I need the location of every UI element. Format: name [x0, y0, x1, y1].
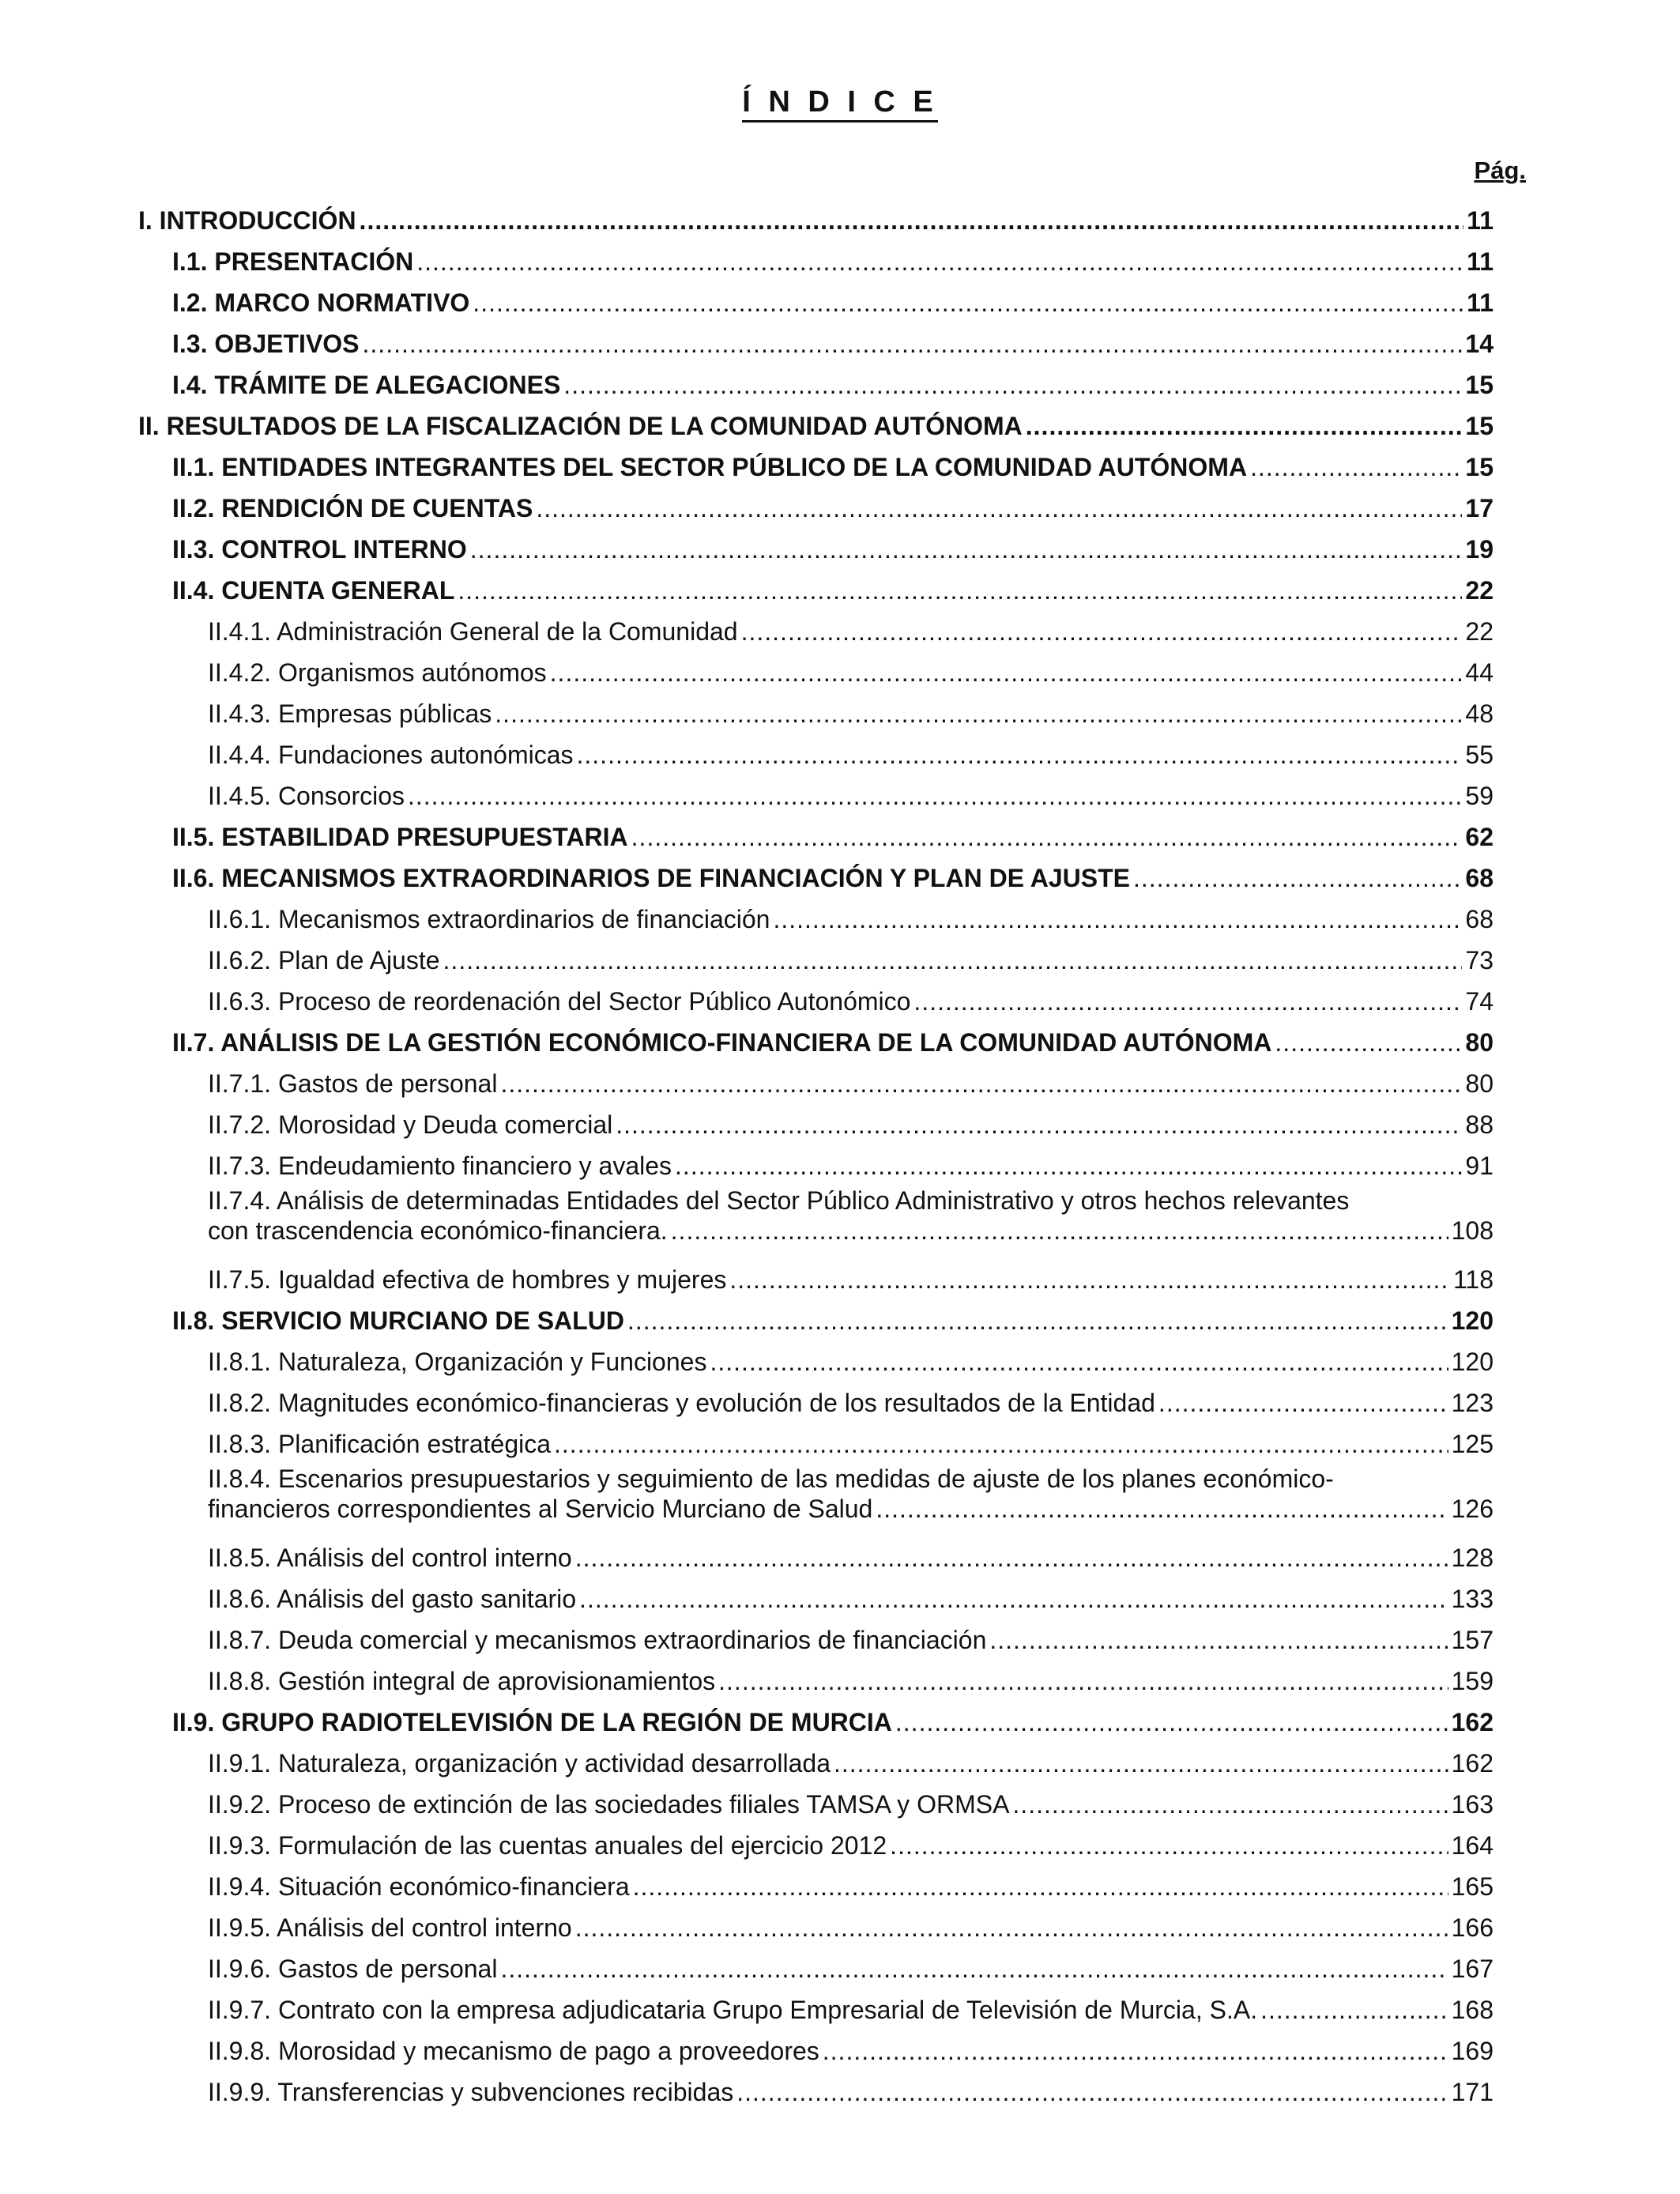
toc-entry-page-number: 125 — [1451, 1430, 1494, 1458]
toc-entry-page-number: 55 — [1465, 741, 1494, 769]
toc-entry[interactable] — [208, 939, 1494, 980]
toc-entry[interactable] — [208, 1536, 1494, 1578]
toc-entry[interactable] — [172, 1021, 1494, 1062]
toc-entry-page-number: 166 — [1451, 1913, 1494, 1942]
toc-dot-leader — [773, 904, 1462, 934]
toc-entry-page-number: 68 — [1465, 905, 1494, 933]
toc-entry-label: II.9.2. Proceso de extinción de las sociedades filiales TAMSA y ORMSA — [208, 1790, 1010, 1819]
toc-entry[interactable] — [208, 2030, 1494, 2071]
toc-entry-label: II.8. SERVICIO MURCIANO DE SALUD — [172, 1306, 624, 1335]
toc-entry[interactable] — [172, 816, 1494, 857]
toc-dot-leader — [876, 1494, 1448, 1524]
toc-entry-page-number: 15 — [1465, 412, 1494, 440]
toc-entry-label: II.1. ENTIDADES INTEGRANTES DEL SECTOR PÚBLICO DE LA COMUNIDAD AUTÓNOMA — [172, 453, 1248, 481]
toc-entry-page-number: 73 — [1465, 946, 1494, 974]
toc-entry[interactable] — [172, 240, 1494, 281]
toc-dot-leader — [1133, 863, 1462, 893]
toc-entry-label: II.9.1. Naturaleza, organización y actividad desarrollada — [208, 1749, 831, 1777]
toc-entry-page-number: 11 — [1467, 247, 1494, 276]
toc-entry-page-number: 162 — [1451, 1749, 1494, 1777]
toc-dot-leader — [627, 1306, 1448, 1336]
toc-entry-label: II.4.4. Fundaciones autonómicas — [208, 741, 574, 769]
toc-dot-leader — [495, 699, 1462, 729]
toc-entry-page-number: 167 — [1451, 1955, 1494, 1983]
toc-dot-leader — [1012, 1789, 1448, 1819]
toc-dot-leader — [363, 329, 1463, 359]
toc-entry[interactable] — [208, 775, 1494, 816]
toc-entry-page-number: 171 — [1451, 2078, 1494, 2106]
toc-entry[interactable] — [172, 857, 1494, 898]
toc-entry-label: II.8.5. Análisis del control interno — [208, 1544, 572, 1572]
toc-entry-page-number: 15 — [1465, 453, 1494, 481]
toc-entry-label: II.6.1. Mecanismos extraordinarios de financiación — [208, 905, 770, 933]
toc-dot-leader — [823, 2036, 1448, 2066]
toc-entry[interactable] — [208, 1103, 1494, 1144]
toc-dot-leader — [675, 1151, 1462, 1181]
toc-entry-label: I.4. TRÁMITE DE ALEGACIONES — [172, 371, 561, 399]
toc-entry[interactable] — [208, 692, 1494, 733]
toc-entry-page-number: 168 — [1451, 1996, 1494, 2024]
toc-entry[interactable] — [208, 1865, 1494, 1906]
toc-entry[interactable] — [172, 528, 1494, 569]
toc-entry-label: financieros correspondientes al Servicio Murciano de Salud — [208, 1495, 873, 1523]
toc-entry-label: II.9.4. Situación económico-financiera — [208, 1872, 630, 1901]
toc-entry-page-number: 48 — [1465, 699, 1494, 728]
toc-entry-label: II.8.4. Escenarios presupuestarios y seguimiento de las medidas de ajuste de los planes económico- — [208, 1465, 1334, 1493]
toc-entry-page-number: 118 — [1452, 1265, 1494, 1294]
toc-entry-label: I.1. PRESENTACIÓN — [172, 247, 414, 276]
toc-dot-leader — [563, 370, 1462, 400]
toc-entry-page-number: 74 — [1465, 987, 1494, 1016]
toc-dot-leader — [729, 1265, 1450, 1295]
toc-dot-leader — [736, 2077, 1448, 2107]
toc-entry-page-number: 165 — [1451, 1872, 1494, 1901]
toc-dot-leader — [718, 1666, 1448, 1696]
toc-entry-label: I.2. MARCO NORMATIVO — [172, 288, 470, 317]
toc-dot-leader — [1260, 1995, 1448, 2025]
toc-entry-page-number: 108 — [1451, 1216, 1494, 1245]
toc-entry[interactable] — [172, 364, 1494, 405]
toc-entry-page-number: 68 — [1465, 864, 1494, 892]
toc-entry-label: II.7.4. Análisis de determinadas Entidades del Sector Público Administrativo y otros hechos relevantes — [208, 1186, 1350, 1215]
toc-entry[interactable] — [172, 569, 1494, 610]
toc-dot-leader — [575, 1543, 1448, 1573]
toc-entry-label: II.2. RENDICIÓN DE CUENTAS — [172, 494, 533, 522]
toc-entry-page-number: 11 — [1467, 206, 1494, 235]
toc-entry[interactable] — [208, 651, 1494, 692]
toc-entry-label: II.8.8. Gestión integral de aprovisionamientos — [208, 1667, 716, 1695]
toc-entry-label: II.3. CONTROL INTERNO — [172, 535, 467, 564]
toc-entry-page-number: 157 — [1451, 1626, 1494, 1654]
toc-entry[interactable] — [208, 733, 1494, 775]
toc-entry-page-number: 133 — [1451, 1585, 1494, 1613]
toc-entry-label: II.4.3. Empresas públicas — [208, 699, 492, 728]
toc-entry-label: II.7. ANÁLISIS DE LA GESTIÓN ECONÓMICO-FINANCIERA DE LA COMUNIDAD AUTÓNOMA — [172, 1028, 1272, 1057]
page-column-header: Pág. — [1474, 156, 1526, 184]
toc-entry-label: II.9.5. Análisis del control interno — [208, 1913, 572, 1942]
toc-entry-label: II.9.7. Contrato con la empresa adjudicataria Grupo Empresarial de Televisión de Murcia, S.A. — [208, 1996, 1258, 2024]
toc-entry-label: II.7.3. Endeudamiento financiero y avales — [208, 1152, 672, 1180]
toc-entry-page-number: 22 — [1465, 576, 1494, 605]
toc-dot-leader — [671, 1216, 1448, 1246]
toc-dot-leader — [1275, 1027, 1462, 1057]
toc-dot-leader — [895, 1707, 1448, 1737]
toc-entry[interactable] — [172, 1299, 1494, 1340]
toc-entry[interactable] — [208, 1578, 1494, 1619]
toc-dot-leader — [913, 986, 1462, 1016]
toc-entry-label: II.5. ESTABILIDAD PRESUPUESTARIA — [172, 823, 628, 851]
toc-entry-continuation — [208, 1494, 1494, 1524]
toc-entry[interactable] — [172, 281, 1494, 322]
toc-entry-label: II.8.2. Magnitudes económico-financieras y evolución de los resultados de la Entidad — [208, 1389, 1155, 1417]
toc-entry-page-number: 11 — [1467, 288, 1494, 317]
toc-entry-page-number: 44 — [1465, 658, 1494, 687]
table-of-contents — [0, 199, 1680, 2112]
toc-entry[interactable] — [208, 1783, 1494, 1824]
toc-entry[interactable] — [172, 446, 1494, 487]
toc-entry-page-number: 164 — [1451, 1831, 1494, 1860]
toc-entry[interactable] — [138, 405, 1494, 446]
toc-entry-label: II.8.6. Análisis del gasto sanitario — [208, 1585, 577, 1613]
toc-entry-label: I. INTRODUCCIÓN — [138, 206, 356, 235]
toc-entry[interactable] — [208, 1144, 1494, 1186]
toc-entry-label: II.7.2. Morosidad y Deuda comercial — [208, 1110, 613, 1139]
index-title-text: Í N D I C E — [742, 85, 938, 123]
toc-entry[interactable] — [208, 1742, 1494, 1783]
toc-dot-leader — [416, 247, 1463, 277]
toc-entry-label: I.3. OBJETIVOS — [172, 330, 360, 358]
toc-entry[interactable] — [208, 2071, 1494, 2112]
toc-dot-leader — [550, 658, 1463, 688]
toc-dot-leader — [500, 1069, 1462, 1099]
toc-entry-label: II.8.1. Naturaleza, Organización y Funciones — [208, 1348, 707, 1376]
toc-entry[interactable] — [208, 1619, 1494, 1660]
toc-entry[interactable] — [208, 1989, 1494, 2030]
toc-entry[interactable] — [208, 1824, 1494, 1865]
toc-dot-leader — [710, 1347, 1448, 1377]
toc-entry[interactable] — [208, 1340, 1494, 1382]
toc-dot-leader — [579, 1584, 1448, 1614]
toc-dot-leader — [1158, 1388, 1448, 1418]
toc-entry-page-number: 80 — [1465, 1028, 1494, 1057]
toc-entry[interactable] — [208, 1906, 1494, 1947]
toc-entry[interactable] — [208, 1382, 1494, 1423]
toc-entry-page-number: 59 — [1465, 782, 1494, 810]
toc-dot-leader — [616, 1110, 1462, 1140]
toc-entry-page-number: 123 — [1451, 1389, 1494, 1417]
toc-dot-leader — [1026, 411, 1463, 441]
toc-dot-leader — [741, 616, 1463, 647]
toc-entry-label: II.9.6. Gastos de personal — [208, 1955, 498, 1983]
toc-entry-label: II. RESULTADOS DE LA FISCALIZACIÓN DE LA COMUNIDAD AUTÓNOMA — [138, 412, 1023, 440]
toc-entry-page-number: 126 — [1451, 1495, 1494, 1523]
toc-entry-page-number: 15 — [1465, 371, 1494, 399]
toc-dot-leader — [577, 740, 1463, 770]
toc-entry-page-number: 159 — [1451, 1667, 1494, 1695]
toc-entry-label: II.8.7. Deuda comercial y mecanismos extraordinarios de financiación — [208, 1626, 987, 1654]
toc-entry-label: II.9.8. Morosidad y mecanismo de pago a proveedores — [208, 2037, 819, 2065]
toc-dot-leader — [633, 1872, 1448, 1902]
toc-entry[interactable] — [208, 1186, 1494, 1258]
toc-dot-leader — [443, 945, 1463, 975]
toc-entry[interactable] — [208, 1947, 1494, 1989]
toc-entry[interactable] — [208, 1423, 1494, 1464]
toc-entry-label: II.7.1. Gastos de personal — [208, 1069, 498, 1098]
toc-entry-label: con trascendencia económico-financiera. — [208, 1216, 668, 1245]
toc-entry-page-number: 62 — [1465, 823, 1494, 851]
toc-entry-label: II.7.5. Igualdad efectiva de hombres y mujeres — [208, 1265, 727, 1294]
toc-entry-page-number: 169 — [1451, 2037, 1494, 2065]
toc-entry-page-number: 22 — [1465, 617, 1494, 646]
toc-dot-leader — [408, 781, 1462, 811]
toc-entry-page-number: 128 — [1451, 1544, 1494, 1572]
toc-dot-leader — [473, 288, 1463, 318]
toc-entry-page-number: 163 — [1451, 1790, 1494, 1819]
toc-entry-page-number: 19 — [1465, 535, 1494, 564]
toc-entry[interactable] — [208, 1062, 1494, 1103]
toc-entry[interactable] — [172, 322, 1494, 364]
toc-entry-page-number: 120 — [1451, 1348, 1494, 1376]
toc-dot-leader — [470, 534, 1463, 564]
toc-entry-page-number: 120 — [1451, 1306, 1494, 1335]
toc-dot-leader — [989, 1625, 1448, 1655]
toc-entry[interactable] — [138, 199, 1494, 240]
toc-entry-continuation — [208, 1216, 1494, 1246]
toc-entry-page-number: 162 — [1451, 1708, 1494, 1736]
toc-entry[interactable] — [208, 1464, 1494, 1536]
toc-entry[interactable] — [172, 487, 1494, 528]
toc-entry-label: II.6.2. Plan de Ajuste — [208, 946, 440, 974]
index-title — [0, 85, 1680, 119]
toc-dot-leader — [890, 1830, 1448, 1860]
toc-entry-page-number: 88 — [1465, 1110, 1494, 1139]
toc-entry-label: II.4.5. Consorcios — [208, 782, 405, 810]
toc-entry-page-number: 14 — [1465, 330, 1494, 358]
toc-entry[interactable] — [208, 898, 1494, 939]
toc-entry-label: II.6.3. Proceso de reordenación del Sector Público Autonómico — [208, 987, 911, 1016]
toc-entry-label: II.6. MECANISMOS EXTRAORDINARIOS DE FINANCIACIÓN Y PLAN DE AJUSTE — [172, 864, 1130, 892]
toc-dot-leader — [1250, 452, 1462, 482]
toc-entry[interactable] — [208, 1258, 1494, 1299]
toc-entry-label: II.4. CUENTA GENERAL — [172, 576, 455, 605]
toc-dot-leader — [500, 1954, 1448, 1984]
toc-dot-leader — [554, 1429, 1448, 1459]
toc-entry-page-number: 17 — [1465, 494, 1494, 522]
toc-entry[interactable] — [172, 1701, 1494, 1742]
toc-entry-label: II.9.9. Transferencias y subvenciones recibidas — [208, 2078, 734, 2106]
toc-dot-leader — [575, 1913, 1448, 1943]
toc-dot-leader — [458, 575, 1462, 605]
toc-dot-leader — [360, 205, 1464, 236]
toc-entry-label: II.8.3. Planificación estratégica — [208, 1430, 552, 1458]
toc-entry-label: II.4.1. Administración General de la Comunidad — [208, 617, 738, 646]
toc-entry[interactable] — [208, 980, 1494, 1021]
toc-dot-leader — [536, 493, 1462, 523]
toc-entry[interactable] — [208, 610, 1494, 651]
toc-entry-label: II.9. GRUPO RADIOTELEVISIÓN DE LA REGIÓN DE MURCIA — [172, 1708, 892, 1736]
toc-entry[interactable] — [208, 1660, 1494, 1701]
toc-dot-leader — [834, 1748, 1448, 1778]
toc-entry-page-number: 91 — [1465, 1152, 1494, 1180]
toc-entry-label: II.9.3. Formulación de las cuentas anuales del ejercicio 2012 — [208, 1831, 887, 1860]
toc-dot-leader — [631, 822, 1463, 852]
toc-entry-label: II.4.2. Organismos autónomos — [208, 658, 547, 687]
toc-entry-page-number: 80 — [1465, 1069, 1494, 1098]
